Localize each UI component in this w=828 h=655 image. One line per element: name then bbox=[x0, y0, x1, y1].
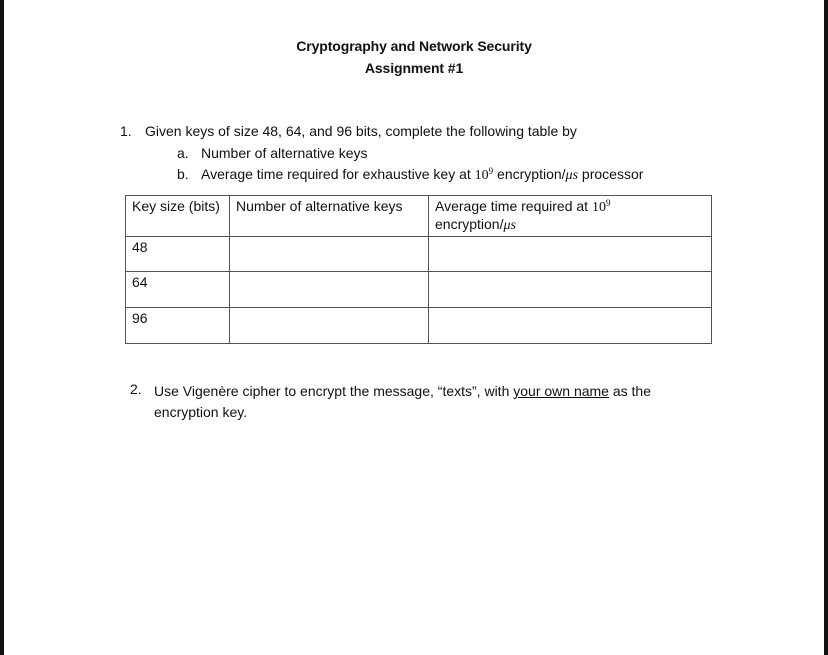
document-title: Cryptography and Network Security bbox=[296, 38, 532, 54]
question-2-number: 2. bbox=[130, 381, 142, 397]
header-average-time bbox=[429, 196, 712, 237]
cell-key-size: 64 bbox=[126, 272, 230, 308]
question-1b-text-end: processor bbox=[578, 166, 644, 182]
header-average-time-text: Average time required at bbox=[435, 198, 592, 214]
question-1-text: Given keys of size 48, 64, and 96 bits, complete the following table by bbox=[145, 123, 577, 139]
header-unit: μs bbox=[503, 218, 516, 233]
header-power bbox=[592, 200, 611, 215]
question-1b-base: 10 bbox=[474, 168, 489, 183]
header-base: 10 bbox=[591, 200, 606, 215]
header-average-time-line2: encryption/ bbox=[435, 216, 504, 232]
table-row bbox=[126, 308, 712, 344]
question-1b-power bbox=[475, 168, 494, 183]
question-1a-marker: a. bbox=[177, 145, 189, 161]
cell-average-time[interactable] bbox=[429, 308, 712, 344]
question-1b-exponent: 9 bbox=[488, 166, 494, 176]
left-border bbox=[0, 0, 4, 655]
table-header-row bbox=[126, 196, 712, 237]
header-key-size: Key size (bits) bbox=[126, 196, 230, 237]
question-1a-text: Number of alternative keys bbox=[201, 145, 368, 161]
cell-alternatives[interactable] bbox=[230, 308, 429, 344]
cell-key-size: 48 bbox=[126, 237, 230, 272]
question-2-underlined: your own name bbox=[513, 383, 609, 399]
question-2-text-end: as the encryption key. bbox=[154, 383, 651, 420]
cell-average-time[interactable] bbox=[429, 272, 712, 308]
cell-key-size: 96 bbox=[126, 308, 230, 344]
table-row bbox=[126, 237, 712, 272]
question-1b-text-mid: encryption/ bbox=[493, 166, 566, 182]
document-subtitle: Assignment #1 bbox=[364, 60, 464, 76]
header-exponent: 9 bbox=[605, 198, 611, 208]
cell-alternatives[interactable] bbox=[230, 237, 429, 272]
table-row bbox=[126, 272, 712, 308]
question-1-number: 1. bbox=[120, 123, 132, 139]
cell-alternatives[interactable] bbox=[230, 272, 429, 308]
cell-average-time[interactable] bbox=[429, 237, 712, 272]
question-1b-text-start: Average time required for exhaustive key at bbox=[201, 166, 475, 182]
question-1b-unit: μs bbox=[565, 168, 579, 183]
question-2-text bbox=[154, 381, 714, 423]
key-table bbox=[125, 195, 712, 344]
right-border bbox=[824, 0, 828, 655]
header-alternatives: Number of alternative keys bbox=[230, 196, 429, 237]
question-1b-text bbox=[201, 166, 643, 184]
question-2-text-start: Use Vigenère cipher to encrypt the message, “texts”, with bbox=[154, 383, 514, 399]
question-1b-marker: b. bbox=[177, 166, 189, 182]
